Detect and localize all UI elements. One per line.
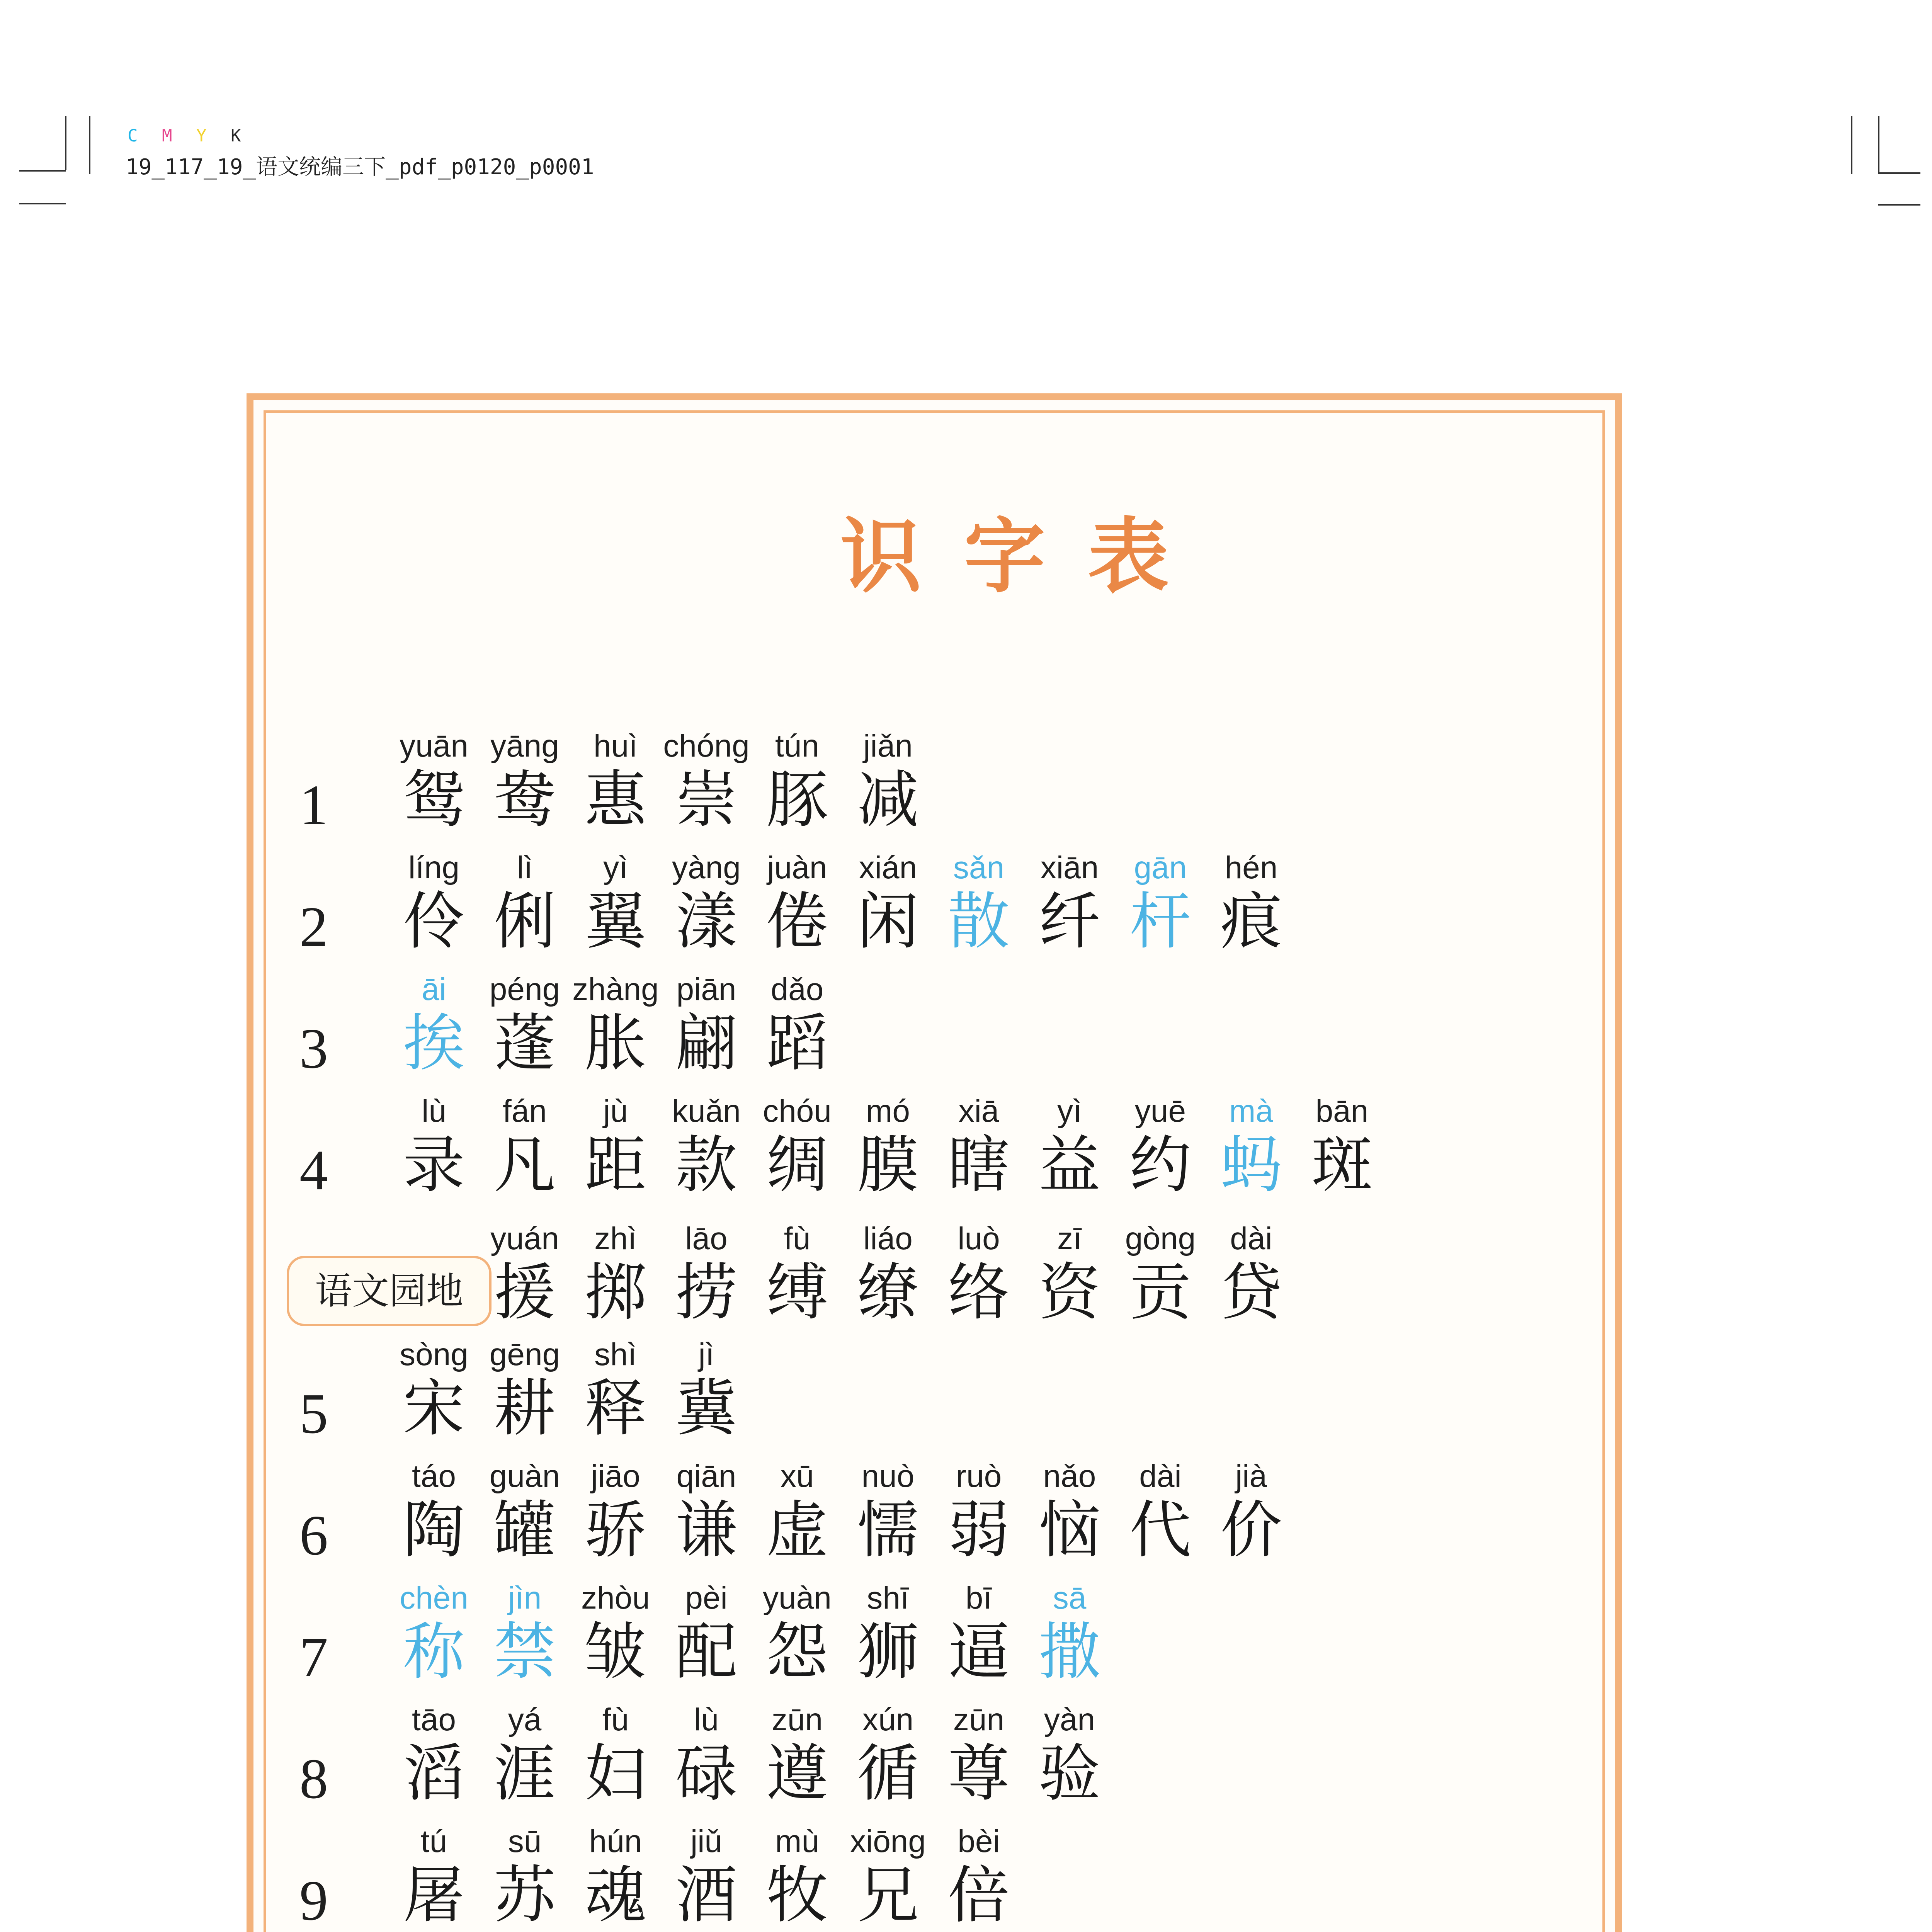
hanzi: 豚 xyxy=(766,764,828,836)
hanzi: 逼 xyxy=(947,1616,1010,1688)
pinyin: mù xyxy=(775,1824,819,1859)
pinyin: mà xyxy=(1229,1094,1273,1129)
lesson-number: 6 xyxy=(299,1504,328,1567)
hanzi: 尊 xyxy=(947,1737,1010,1810)
hanzi: 碌 xyxy=(675,1737,737,1810)
pinyin: chóu xyxy=(763,1094,832,1129)
pinyin: zhòu xyxy=(581,1580,650,1616)
pinyin: lì xyxy=(517,850,533,885)
hanzi: 耕 xyxy=(493,1372,556,1444)
hanzi: 魂 xyxy=(584,1859,646,1931)
character-entry xyxy=(1296,1094,1388,1201)
hanzi: 录 xyxy=(403,1129,465,1201)
hanzi: 缭 xyxy=(857,1256,919,1328)
pinyin: hén xyxy=(1225,850,1278,885)
character-entry xyxy=(842,1221,934,1328)
pinyin: xiā xyxy=(958,1094,999,1129)
character-entry xyxy=(479,1824,570,1931)
hanzi: 伶 xyxy=(403,885,465,957)
hanzi: 遵 xyxy=(766,1737,828,1810)
character-entry xyxy=(479,1094,570,1201)
pinyin: sòng xyxy=(400,1337,468,1372)
hanzi: 惠 xyxy=(584,764,646,836)
hanzi: 绸 xyxy=(766,1129,828,1201)
character-entry xyxy=(661,1702,752,1810)
character-entry xyxy=(1206,850,1297,957)
hanzi: 屠 xyxy=(403,1859,465,1931)
pinyin: sǎn xyxy=(953,850,1005,885)
hanzi: 禁 xyxy=(493,1616,556,1688)
character-entry xyxy=(388,1702,480,1810)
crop-mark xyxy=(1851,116,1852,174)
character-entry xyxy=(1115,1459,1206,1566)
pinyin: jiāo xyxy=(591,1459,640,1494)
hanzi: 捞 xyxy=(675,1256,737,1328)
pinyin: xiōng xyxy=(850,1824,926,1859)
pinyin: fù xyxy=(784,1221,811,1256)
yuwen-yuandi-badge: 语文园地 xyxy=(287,1256,492,1326)
character-entry xyxy=(752,1824,843,1931)
crop-mark xyxy=(1878,172,1920,174)
pinyin: guàn xyxy=(489,1459,560,1494)
polyphonic-character-entry xyxy=(1206,1094,1297,1201)
crop-mark xyxy=(19,203,66,204)
hanzi: 陶 xyxy=(403,1494,465,1566)
character-entry xyxy=(1024,850,1115,957)
pinyin: tún xyxy=(775,728,819,764)
character-entry xyxy=(752,728,843,836)
lesson-number: 8 xyxy=(299,1747,328,1811)
character-entry xyxy=(1206,1459,1297,1566)
polyphonic-character-entry xyxy=(933,850,1024,957)
hanzi: 宋 xyxy=(403,1372,465,1444)
pinyin: líng xyxy=(408,850,460,885)
pinyin: yāng xyxy=(490,728,559,764)
crop-mark xyxy=(89,116,90,174)
character-entry xyxy=(933,1094,1024,1201)
hanzi: 蚂 xyxy=(1220,1129,1282,1201)
character-entry xyxy=(661,1221,752,1328)
pinyin: yá xyxy=(508,1702,542,1737)
hanzi: 配 xyxy=(675,1616,737,1688)
pinyin: piān xyxy=(676,972,736,1007)
print-file-label: 19_117_19_语文统编三下_pdf_p0120_p0001 xyxy=(126,155,594,180)
character-entry xyxy=(1024,1094,1115,1201)
hanzi: 循 xyxy=(857,1737,919,1810)
pinyin: pèi xyxy=(685,1580,728,1616)
character-entry xyxy=(661,1824,752,1931)
lesson-number: 5 xyxy=(299,1382,328,1446)
character-entry xyxy=(1206,1221,1297,1328)
hanzi: 骄 xyxy=(584,1494,646,1566)
hanzi: 虚 xyxy=(766,1494,828,1566)
lesson-number: 2 xyxy=(299,895,328,959)
pinyin: juàn xyxy=(767,850,827,885)
pinyin: sū xyxy=(508,1824,542,1859)
hanzi: 称 xyxy=(403,1616,465,1688)
pinyin: xiān xyxy=(1040,850,1099,885)
pinyin: xū xyxy=(780,1459,814,1494)
pinyin: huì xyxy=(594,728,638,764)
character-entry xyxy=(1115,1094,1206,1201)
hanzi: 谦 xyxy=(675,1494,737,1566)
character-entry xyxy=(752,1094,843,1201)
hanzi: 缚 xyxy=(766,1256,828,1328)
pinyin: zūn xyxy=(953,1702,1005,1737)
hanzi: 撒 xyxy=(1038,1616,1100,1688)
character-entry xyxy=(933,1580,1024,1688)
character-entry xyxy=(661,850,752,957)
character-entry xyxy=(570,1094,661,1201)
pinyin: péng xyxy=(489,972,560,1007)
pinyin: qiān xyxy=(676,1459,736,1494)
pinyin: dài xyxy=(1230,1221,1272,1256)
pinyin: nǎo xyxy=(1043,1459,1096,1494)
hanzi: 漾 xyxy=(675,885,737,957)
lesson-number: 1 xyxy=(299,774,328,837)
hanzi: 痕 xyxy=(1220,885,1282,957)
hanzi: 验 xyxy=(1038,1737,1100,1810)
lesson-number: 9 xyxy=(299,1869,328,1932)
pinyin: hún xyxy=(589,1824,642,1859)
cmyk-color-marks xyxy=(128,128,248,145)
pinyin: gēng xyxy=(489,1337,560,1372)
pinyin: sā xyxy=(1053,1580,1087,1616)
hanzi: 闲 xyxy=(857,885,919,957)
pinyin: tú xyxy=(420,1824,447,1859)
character-entry xyxy=(842,1580,934,1688)
pinyin: táo xyxy=(412,1459,456,1494)
hanzi: 络 xyxy=(947,1256,1010,1328)
character-entry xyxy=(570,1459,661,1566)
character-entry xyxy=(1024,1459,1115,1566)
hanzi: 散 xyxy=(947,885,1010,957)
pinyin: bān xyxy=(1315,1094,1369,1129)
hanzi: 蓬 xyxy=(493,1007,556,1079)
pinyin: jìn xyxy=(508,1580,542,1616)
character-entry xyxy=(570,1337,661,1444)
hanzi: 皱 xyxy=(584,1616,646,1688)
hanzi: 冀 xyxy=(675,1372,737,1444)
character-entry xyxy=(479,728,570,836)
hanzi: 涯 xyxy=(493,1737,556,1810)
pinyin: kuǎn xyxy=(672,1094,741,1129)
pinyin: chóng xyxy=(663,728,750,764)
character-entry xyxy=(570,972,661,1079)
character-entry xyxy=(661,972,752,1079)
pinyin: zhàng xyxy=(572,972,659,1007)
character-entry xyxy=(388,1824,480,1931)
pinyin: yì xyxy=(603,850,628,885)
hanzi: 斑 xyxy=(1311,1129,1373,1201)
character-entry xyxy=(479,1221,570,1328)
character-entry xyxy=(479,850,570,957)
pinyin: liáo xyxy=(863,1221,913,1256)
pinyin: lù xyxy=(694,1702,719,1737)
character-entry xyxy=(388,1337,480,1444)
lesson-number: 4 xyxy=(299,1139,328,1202)
hanzi: 胀 xyxy=(584,1007,646,1079)
character-entry xyxy=(479,1702,570,1810)
character-entry xyxy=(752,1459,843,1566)
hanzi: 兄 xyxy=(857,1859,919,1931)
hanzi: 贷 xyxy=(1220,1256,1282,1328)
cmyk-k: K xyxy=(231,126,248,146)
hanzi: 苏 xyxy=(493,1859,556,1931)
pinyin: tāo xyxy=(412,1702,456,1737)
hanzi: 纤 xyxy=(1038,885,1100,957)
pinyin: xún xyxy=(862,1702,914,1737)
hanzi: 杆 xyxy=(1129,885,1191,957)
lesson-number: 7 xyxy=(299,1626,328,1689)
pinyin: yuē xyxy=(1134,1094,1186,1129)
pinyin: lāo xyxy=(685,1221,728,1256)
character-entry xyxy=(570,1580,661,1688)
hanzi: 距 xyxy=(584,1129,646,1201)
pinyin: jù xyxy=(603,1094,628,1129)
hanzi: 价 xyxy=(1220,1494,1282,1566)
character-entry xyxy=(1024,1702,1115,1810)
character-entry xyxy=(933,1702,1024,1810)
pinyin: luò xyxy=(957,1221,1000,1256)
hanzi: 懦 xyxy=(857,1494,919,1566)
pinyin: yàn xyxy=(1044,1702,1095,1737)
character-entry xyxy=(933,1221,1024,1328)
character-entry xyxy=(1024,1221,1115,1328)
hanzi: 怨 xyxy=(766,1616,828,1688)
pinyin: yì xyxy=(1057,1094,1082,1129)
character-entry xyxy=(661,1337,752,1444)
character-entry xyxy=(842,728,934,836)
pinyin: jiǎn xyxy=(863,728,913,764)
hanzi: 狮 xyxy=(857,1616,919,1688)
character-entry xyxy=(842,1459,934,1566)
hanzi: 凡 xyxy=(493,1129,556,1201)
crop-mark xyxy=(65,116,66,170)
polyphonic-character-entry xyxy=(1024,1580,1115,1688)
hanzi: 翼 xyxy=(584,885,646,957)
hanzi: 酒 xyxy=(675,1859,737,1931)
hanzi: 倍 xyxy=(947,1859,1010,1931)
character-entry xyxy=(570,1824,661,1931)
character-entry xyxy=(479,1459,570,1566)
character-entry xyxy=(570,850,661,957)
hanzi: 款 xyxy=(675,1129,737,1201)
hanzi: 释 xyxy=(584,1372,646,1444)
pinyin: shī xyxy=(867,1580,909,1616)
character-entry xyxy=(388,1459,480,1566)
character-entry xyxy=(570,1702,661,1810)
hanzi: 弱 xyxy=(947,1494,1010,1566)
cmyk-y: Y xyxy=(196,126,214,146)
cmyk-m: M xyxy=(162,126,179,146)
character-entry xyxy=(661,1094,752,1201)
hanzi: 益 xyxy=(1038,1129,1100,1201)
pinyin: yuàn xyxy=(763,1580,832,1616)
pinyin: yuān xyxy=(400,728,468,764)
pinyin: lù xyxy=(422,1094,446,1129)
pinyin: chèn xyxy=(400,1580,468,1616)
pinyin: fù xyxy=(602,1702,629,1737)
hanzi: 妇 xyxy=(584,1737,646,1810)
hanzi: 代 xyxy=(1129,1494,1191,1566)
character-entry xyxy=(388,850,480,957)
pinyin: yàng xyxy=(672,850,741,885)
character-entry xyxy=(570,728,661,836)
hanzi: 蹈 xyxy=(766,1007,828,1079)
pinyin: dài xyxy=(1139,1459,1182,1494)
hanzi: 恼 xyxy=(1038,1494,1100,1566)
hanzi: 约 xyxy=(1129,1129,1191,1201)
pinyin: jiǔ xyxy=(690,1824,723,1859)
polyphonic-character-entry xyxy=(388,1580,480,1688)
character-entry xyxy=(842,1094,934,1201)
hanzi: 贡 xyxy=(1129,1256,1191,1328)
pinyin: jì xyxy=(698,1337,714,1372)
cmyk-c: C xyxy=(128,126,145,146)
polyphonic-character-entry xyxy=(479,1580,570,1688)
character-entry xyxy=(479,972,570,1079)
hanzi: 膜 xyxy=(857,1129,919,1201)
character-entry xyxy=(842,850,934,957)
hanzi: 减 xyxy=(857,764,919,836)
crop-mark xyxy=(1878,204,1920,206)
pinyin: jià xyxy=(1235,1459,1267,1494)
hanzi: 罐 xyxy=(493,1494,556,1566)
hanzi: 俐 xyxy=(493,885,556,957)
polyphonic-character-entry xyxy=(1115,850,1206,957)
character-entry xyxy=(661,728,752,836)
character-entry xyxy=(752,1702,843,1810)
character-entry xyxy=(570,1221,661,1328)
pinyin: zhì xyxy=(594,1221,637,1256)
lesson-number: 3 xyxy=(299,1017,328,1080)
pinyin: mó xyxy=(866,1094,910,1129)
pinyin: dǎo xyxy=(770,972,824,1007)
character-entry xyxy=(752,1580,843,1688)
hanzi: 翩 xyxy=(675,1007,737,1079)
pinyin: zī xyxy=(1057,1221,1082,1256)
pinyin: āi xyxy=(422,972,446,1007)
character-entry xyxy=(388,1094,480,1201)
hanzi: 挨 xyxy=(403,1007,465,1079)
character-entry xyxy=(933,1824,1024,1931)
hanzi: 崇 xyxy=(675,764,737,836)
hanzi: 鸳 xyxy=(403,764,465,836)
hanzi: 资 xyxy=(1038,1256,1100,1328)
pinyin: fán xyxy=(503,1094,547,1129)
hanzi: 掷 xyxy=(584,1256,646,1328)
character-entry xyxy=(1115,1221,1206,1328)
character-entry xyxy=(933,1459,1024,1566)
character-entry xyxy=(842,1824,934,1931)
hanzi: 瞎 xyxy=(947,1129,1010,1201)
pinyin: bèi xyxy=(957,1824,1000,1859)
crop-mark xyxy=(1878,116,1879,174)
pinyin: ruò xyxy=(956,1459,1002,1494)
character-entry xyxy=(388,728,480,836)
character-entry xyxy=(661,1459,752,1566)
crop-mark xyxy=(19,170,66,172)
hanzi: 倦 xyxy=(766,885,828,957)
pinyin: zūn xyxy=(771,1702,823,1737)
character-entry xyxy=(752,1221,843,1328)
pinyin: bī xyxy=(965,1580,992,1616)
character-entry xyxy=(842,1702,934,1810)
character-entry xyxy=(752,972,843,1079)
hanzi: 滔 xyxy=(403,1737,465,1810)
polyphonic-character-entry xyxy=(388,972,480,1079)
pinyin: shì xyxy=(594,1337,637,1372)
hanzi: 牧 xyxy=(766,1859,828,1931)
pinyin: gān xyxy=(1134,850,1187,885)
hanzi: 鸯 xyxy=(493,764,556,836)
hanzi: 援 xyxy=(493,1256,556,1328)
pinyin: xián xyxy=(859,850,917,885)
character-entry xyxy=(479,1337,570,1444)
pinyin: gòng xyxy=(1125,1221,1196,1256)
pinyin: yuán xyxy=(490,1221,559,1256)
pinyin: nuò xyxy=(861,1459,915,1494)
page-title: 识字表 xyxy=(840,509,1211,604)
character-entry xyxy=(752,850,843,957)
character-entry xyxy=(661,1580,752,1688)
